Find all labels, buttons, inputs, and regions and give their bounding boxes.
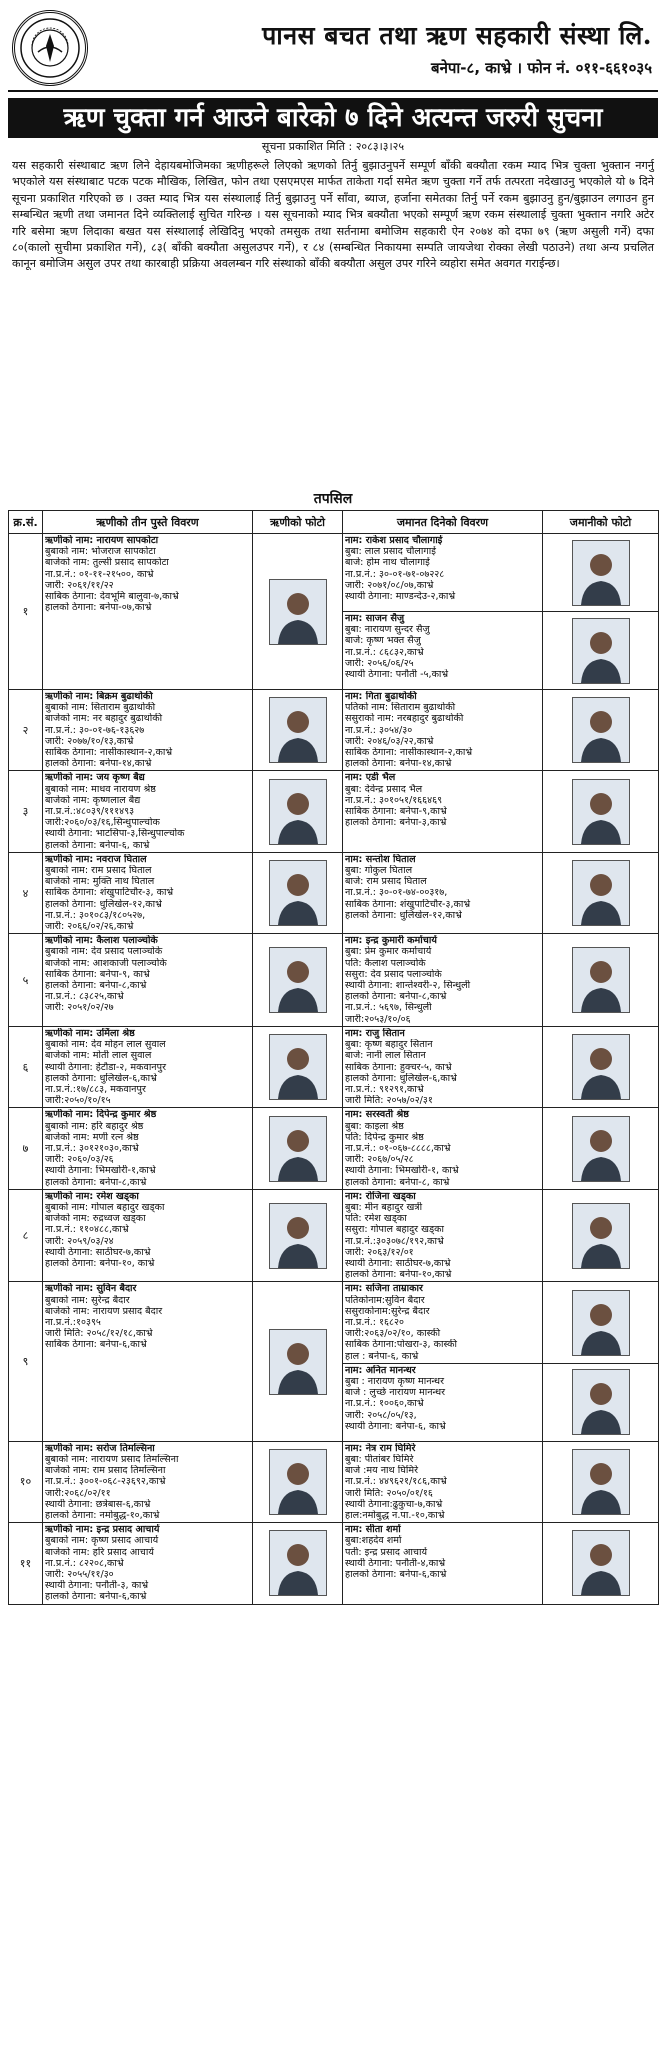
detail-line: हालको ठेगाना: बनेपा-६,काभ्रे: [45, 1591, 147, 1603]
serial-number: १०: [9, 1441, 43, 1522]
detail-line: ना.प्र.नं.: १००६०,काभ्रे: [345, 1398, 424, 1410]
guarantor-photo: [572, 779, 630, 845]
detail-line: बुबाको नाम: देव प्रसाद पलाञ्चोके: [45, 946, 163, 958]
col-header-borrower: ऋणीको तीन पुस्ते विवरण: [43, 511, 253, 534]
detail-line: बुबाको नाम: कृष्ण प्रसाद आचार्य: [45, 1535, 159, 1547]
detail-line: ससुराको नाम: नरबहादुर बुढाथोकी: [345, 713, 464, 725]
detail-line: साबिक ठेगाना: शंखुपाटिचौर-३, काभ्रे: [45, 887, 174, 899]
guarantor-details: [343, 1282, 543, 1363]
serial-number: ४: [9, 852, 43, 933]
detail-line: बुबा: काइला श्रेष्ठ: [345, 1120, 404, 1132]
detail-line: जारी: २०५१/०२/२७: [45, 1002, 114, 1014]
guarantor-details: [343, 1363, 543, 1441]
borrower-photo: [269, 697, 327, 763]
detail-line: बुबा: मीन बहादुर खत्री: [345, 1201, 423, 1213]
detail-line: ना.प्र.नं.:३०३०७८/१९२,काभ्रे: [345, 1235, 444, 1247]
detail-line: बुबाको नाम: सुरेन्द्र बैदार: [45, 1294, 130, 1306]
detail-line: बाजे: नानी लाल सितान: [345, 1050, 426, 1062]
detail-line: साबिक ठेगाना: देवभूमि बालुवा-७,काभ्रे: [45, 591, 179, 603]
detail-line: बाजेको नाम: तुल्सी प्रसाद सापकोटा: [45, 557, 169, 569]
detail-line: बुबाको नाम: भोजराज सापकोटा: [45, 546, 156, 558]
detail-line: ना.प्र.नं.: ३०-०१-७१-०७२२८: [345, 568, 445, 580]
detail-line: बाजेको नाम: रुद्रध्वज खड्का: [45, 1213, 146, 1225]
detail-line: ना.प्र.नं.: ३०-०१-७४-००३१७,: [345, 887, 448, 899]
detail-line: स्थायी ठेगाना: पनौती-४,काभ्रे: [345, 1557, 446, 1569]
detail-line: जारी मिति: २०५७/०२/३१: [345, 1095, 433, 1107]
borrower-photo: [269, 779, 327, 845]
detail-line: बुबा: पीतांबर घिमिरे: [345, 1453, 414, 1465]
table-row: [9, 1523, 659, 1604]
guarantor-details: [343, 1523, 543, 1604]
detail-line: जारी मिति: २०५०/०१/१६: [345, 1487, 433, 1499]
detail-line: हालको ठेगाना: धुलिखेल-१२,काभ्रे: [45, 898, 162, 910]
detail-line: ना.प्र.नं.: ०१-०६७-८८८८,काभ्रे: [345, 1142, 451, 1154]
detail-line: साबिक ठेगाना:पोखरा-३, कास्की: [345, 1339, 458, 1351]
detail-line: बाजे: राम प्रसाद घिताल: [345, 876, 427, 888]
table-row: [9, 1108, 659, 1189]
detail-line: जारी: २०७७/१०/१३,काभ्रे: [45, 735, 134, 747]
table-row: [9, 1026, 659, 1107]
detail-line: बाजेको नाम: नारायण प्रसाद बैदार: [45, 1305, 163, 1317]
person-name: ऋणीको नाम: इन्द्र प्रसाद आचार्य: [45, 1524, 160, 1536]
person-name: ऋणीको नाम: रमेश खड्का: [45, 1190, 139, 1202]
detail-line: बुबा: कृष्ण बहादुर सितान: [345, 1039, 433, 1051]
detail-line: हाल:नमोबुद्ध न.पा.-१०,काभ्रे: [345, 1510, 445, 1521]
detail-line: स्थायी ठेगाना: शान्तेश्वरी-२, सिन्धुली: [345, 980, 471, 992]
detail-line: बुबा:शहदेव शर्मा: [345, 1535, 402, 1547]
detail-line: पति: रमेश खड्का: [345, 1213, 407, 1225]
borrower-table: [8, 510, 659, 1605]
detail-line: बुबा: प्रेम कुमार कर्माचार्य: [345, 946, 432, 958]
detail-line: बुबाको नाम: राम प्रसाद घिताल: [45, 865, 152, 877]
person-name: नाम: गिता बुढाथोकी: [345, 691, 417, 702]
detail-line: हालको ठेगाना: धुलिखेल-६,काभ्रे: [45, 1072, 157, 1084]
detail-line: जारी मिति: २०५८/१२/१८,काभ्रे: [45, 1328, 153, 1340]
serial-number: ५: [9, 934, 43, 1027]
borrower-photo: [269, 579, 327, 645]
detail-line: ना.प्र.नं.:१७/८८३, मकवानपुर: [45, 1083, 146, 1095]
detail-line: बुबा: गोकुल घिताल: [345, 865, 413, 877]
detail-line: पतिको नाम: सिताराम बुढाथोकी: [345, 702, 456, 714]
guarantor-details: [343, 690, 543, 771]
detail-line: साबिक ठेगाना: बनेपा-९, काभ्रे: [45, 968, 150, 980]
detail-line: ना.प्र.नं.: ३०-०१-७६-१३६२७: [45, 724, 145, 736]
person-name: ऋणीको नाम: कैलाश पलाञ्चोके: [45, 935, 158, 947]
guarantor-details: [343, 771, 543, 852]
detail-line: ना.प्र.नं.: ८३८२५,काभ्रे: [45, 991, 124, 1003]
detail-line: पतिकोनाम:सुविन बैदार: [345, 1294, 425, 1306]
detail-line: जारी:२०५०/१०/१५: [45, 1095, 111, 1107]
detail-line: ना.प्र.नं.: ९१२९१,काभ्रे: [345, 1083, 424, 1095]
col-header-sn: क्र.सं.: [9, 511, 43, 534]
person-name: नाम: राजु सितान: [345, 1027, 405, 1039]
guarantor-photo: [572, 1290, 630, 1356]
detail-line: जारी: २०६३/१२/०१: [345, 1246, 414, 1258]
borrower-details: [43, 690, 253, 771]
borrower-photo: [269, 1116, 327, 1182]
person-name: नाम: अनित मानन्धर: [345, 1364, 416, 1376]
person-name: ऋणीको नाम: सरोज तिमल्सिना: [45, 1442, 155, 1454]
detail-line: स्थायी ठेगाना: साठीघर-७,काभ्रे: [45, 1246, 151, 1258]
borrower-photo: [269, 860, 327, 926]
person-name: ऋणीको नाम: नवराज घिताल: [45, 853, 147, 865]
detail-line: पति: दिपेन्द्र कुमार श्रेष्ठ: [345, 1131, 424, 1143]
detail-line: हालको ठेगाना: बनेपा-८,काभ्रे: [345, 991, 447, 1003]
detail-line: जारी: २०५९/०३/२४: [45, 1235, 114, 1247]
table-row: [9, 1189, 659, 1282]
detail-line: जारी:२०६०/०३/१६,सिन्धुपाल्चोक: [45, 817, 160, 829]
detail-line: बाजेको नाम: हरि प्रसाद आचार्य: [45, 1546, 154, 1558]
detail-line: ना.प्र.नं.: ३०५४/३०: [345, 724, 413, 736]
detail-line: साबिक ठेगाना: हुक्चर-५, काभ्रे: [345, 1061, 452, 1073]
borrower-details: [43, 1026, 253, 1107]
serial-number: ११: [9, 1523, 43, 1604]
detail-line: हालको ठेगाना: बनेपा-१४,काभ्रे: [345, 758, 452, 770]
detail-line: ना.प्र.नं.:४८०३९/१११४९३: [45, 806, 135, 818]
detail-line: ना.प्र.नं.:१०३९५: [45, 1316, 101, 1328]
table-row: [9, 1441, 659, 1522]
person-name: नाम: एडी भैल: [345, 772, 396, 784]
borrower-details: [43, 1441, 253, 1522]
detail-line: हालको ठेगाना: बनेपा-१०, काभ्रे: [45, 1257, 155, 1269]
cooperative-seal-logo: [12, 10, 88, 86]
guarantor-photo: [572, 1034, 630, 1100]
person-name: नाम: सीता शर्मा: [345, 1524, 401, 1536]
detail-line: बाजेको नाम: राम प्रसाद तिमल्सिना: [45, 1465, 166, 1477]
detail-line: जारी:२०६८/०२/११: [45, 1487, 111, 1499]
guarantor-details: [343, 1108, 543, 1189]
detail-line: हालको ठेगाना: बनेपा-८,काभ्रे: [45, 1176, 147, 1188]
detail-line: जारी: २०४६/०३/२२,काभ्रे: [345, 735, 434, 747]
detail-line: बाजेको नाम: मणी रत्न श्रेष्ठ: [45, 1131, 139, 1143]
guarantor-photo: [572, 1449, 630, 1515]
details-heading: तपसिल: [313, 491, 353, 507]
borrower-photo: [269, 1449, 327, 1515]
detail-line: हालको ठेगाना: बनेपा-१०,काभ्रे: [345, 1269, 452, 1281]
detail-line: बाजेको नाम: आशकाजी पलाञ्चोके: [45, 957, 167, 969]
detail-line: हालको ठेगाना: धुलिखेल-६,काभ्रे: [345, 1072, 457, 1084]
detail-line: ना.प्र.नं.: ३०१२१०३०,काभ्रे: [45, 1142, 139, 1154]
borrower-photo: [269, 1329, 327, 1395]
detail-line: बुबा: लाल प्रसाद चौलागाई: [345, 546, 437, 558]
table-row: [9, 690, 659, 771]
detail-line: जारी: २०५५/११/३०: [45, 1569, 114, 1581]
detail-line: साबिक ठेगाना: नासीकास्थान-२,काभ्रे: [45, 747, 173, 759]
table-row: [9, 534, 659, 612]
detail-line: स्थायी ठेगाना: भाटसिपा-३,सिन्धुपाल्चोक: [45, 828, 185, 840]
publish-date: सूचना प्रकाशित मिति : २०८३।३।२५: [261, 140, 405, 153]
borrower-details: [43, 1108, 253, 1189]
guarantor-details: [343, 1026, 543, 1107]
detail-line: स्थायी ठेगाना: बनेपा-६, काभ्रे: [345, 1420, 446, 1432]
borrower-details: [43, 852, 253, 933]
detail-line: जारी:२०६३/०२/१०, कास्की: [345, 1328, 441, 1340]
detail-line: ना.प्र.नं.: ८२२०८,काभ्रे: [45, 1557, 124, 1569]
guarantor-details: [343, 934, 543, 1027]
detail-line: स्थायी ठेगाना: छत्रेबास-६,काभ्रे: [45, 1498, 151, 1510]
borrower-photo: [269, 947, 327, 1013]
borrower-photo: [269, 1203, 327, 1269]
guarantor-photo: [572, 618, 630, 684]
detail-line: बुबाको नाम: गोपाल बहादुर खड्का: [45, 1201, 165, 1213]
notice-body: यस सहकारी संस्थाबाट ऋण लिने देहायबमोजिमका ऋणीहरूले लिएको ऋणको तिर्नु बुझाउनुपर्ने सम्पूर्ण बाँकी बक्यौता रकम म्याद भित्र चुक्ता भुक्तान नगर्नु भएकोले यस संस्थाबाट पटक पटक मौखिक, लिखित, फोन तथा एसएमएस मार्फत ताकेता गर्दा समेत ऋण चुक्ता गर्ने तर्फ तत्परता नदेखाउनु भएकोले यो ७ दिने सूचना प्रकाशित गरिएको छ । उक्त म्याद भित्र यस संस्थालाई तिर्नु बुझाउनु पर्ने साँवा, ब्याज, हर्जाना समेतका तिर्नु पर्ने रकम बुझाउनु हुन/बुझाउन लगाउन हुन सम्बन्धित ऋणी तथा जमानत दिने व्यक्तिलाई सुचित गरिन्छ । यस सूचनाको म्याद भित्र बक्यौता भएको सम्पूर्ण ऋण रकम संस्थालाई चुक्ता भुक्तान नगरि अटेर गरि बसेमा ऋण लिदाका बखत यस संस्थालाई लेखिदिनु भएको तमसुक तथा सर्तनामा बमोजिम सहकारी ऐन २०७४ को दफा ७९ (ऋण असुली गर्ने) दफा ८०(कालो सुचीमा प्रकाशित गर्ने), ८३( बाँकी बक्यौता असुलउपर गर्ने), र ८४ (सम्बन्धित निकायमा सम्पति जायजेथा रोक्का लेखी पठाउने) तथा अन्य प्रचलित कानून बमोजिम असुल उपर तथा कारबाही प्रक्रिया अवलम्बन गरि संस्थाको बाँकी बक्यौता असुल उपर गरिने व्यहोरा समेत अवगत गराईन्छ।: [12, 159, 654, 271]
detail-line: साबिक ठेगाना: नासीकास्थान-२,काभ्रे: [345, 747, 473, 759]
guarantor-photo: [572, 860, 630, 926]
guarantor-photo: [572, 1116, 630, 1182]
detail-line: हालको ठेगाना: बनेपा-१४,काभ्रे: [45, 758, 152, 770]
detail-line: बाजे : लुच्छे नारायण मानन्धर: [345, 1387, 446, 1399]
serial-number: २: [9, 690, 43, 771]
serial-number: ७: [9, 1108, 43, 1189]
detail-line: हालको ठेगाना: धुलिखेल-१२,काभ्रे: [345, 909, 462, 921]
borrower-photo: [269, 1530, 327, 1596]
detail-line: ससुराकोनाम:सुरेन्द्र बैदार: [345, 1305, 430, 1317]
table-header-row: [9, 511, 659, 534]
detail-line: साबिक ठेगाना: बनेपा-६,काभ्रे: [45, 1339, 147, 1351]
guarantor-photo: [572, 1369, 630, 1435]
detail-line: ना.प्र.नं.: ८६८३२,काभ्रे: [345, 646, 424, 658]
detail-line: स्थायी ठेगाना: भिमखोरी-१,काभ्रे: [45, 1165, 156, 1177]
col-header-guarantor-photo: जमानीको फोटो: [543, 511, 659, 534]
col-header-guarantor: जमानत दिनेको विवरण: [343, 511, 543, 534]
detail-line: बुबा : नारायण कृष्ण मानन्धर: [345, 1375, 445, 1387]
guarantor-details: [343, 852, 543, 933]
person-name: ऋणीको नाम: उर्मिला श्रेष्ठ: [45, 1027, 135, 1039]
table-row: [9, 934, 659, 1027]
guarantor-details: [343, 1441, 543, 1522]
guarantor-details: [343, 612, 543, 690]
detail-line: पती: इन्द्र प्रसाद आचार्य: [345, 1546, 428, 1558]
borrower-details: [43, 1523, 253, 1604]
person-name: ऋणीको नाम: सुविन बैदार: [45, 1283, 137, 1295]
person-name: ऋणीको नाम: जय कृष्ण बैद्य: [45, 772, 145, 784]
detail-line: बुबाको नाम: हरि बहादुर श्रेष्ठ: [45, 1120, 144, 1132]
detail-line: ना.प्र.नं.: ०१-११-२१५००, काभ्रे: [45, 568, 154, 580]
detail-line: ना.प्र.नं.: ११०४८८,काभ्रे: [45, 1224, 129, 1236]
detail-line: ना.प्र.नं.: ४४९६२१/१८६,काभ्रे: [345, 1476, 447, 1488]
organization-address: बनेपा-८, काभ्रे । फोन नं. ०११-६६१०३५: [431, 59, 652, 77]
detail-line: ना.प्र.नं.: ५६९७, सिन्धुली: [345, 1002, 432, 1014]
detail-line: साबिक ठेगाना: बनेपा-९,काभ्रे: [345, 806, 447, 818]
detail-line: बाजेको नाम: कृष्णलाल बैद्य: [45, 794, 141, 806]
detail-line: स्थायी ठेगाना: साठीघर-७,काभ्रे: [345, 1257, 451, 1269]
borrower-details: [43, 1282, 253, 1441]
detail-line: स्थायी ठेगाना: हेटौडा-२, मकवानपुर: [45, 1061, 167, 1073]
guarantor-photo: [572, 1530, 630, 1596]
borrower-details: [43, 534, 253, 690]
borrower-details: [43, 771, 253, 852]
guarantor-photo: [572, 540, 630, 606]
detail-line: पति: कैलाश पलाञ्चोके: [345, 957, 426, 969]
col-header-borrower-photo: ऋणीको फोटो: [253, 511, 343, 534]
detail-line: स्थायी ठेगाना: माण्डन्देउ-२,काभ्रे: [345, 591, 456, 603]
detail-line: जारी:२०५३/१०/०६: [345, 1013, 411, 1025]
detail-line: ना.प्र.नं.: ३०१०५१/१६६४६९: [345, 794, 443, 806]
guarantor-details: [343, 1189, 543, 1282]
detail-line: बुबाको नाम: नारायण प्रसाद तिमल्सिना: [45, 1453, 179, 1465]
guarantor-photo: [572, 697, 630, 763]
table-body: [9, 534, 659, 1605]
detail-line: बाजेको नाम: नर बहादुर बुढाथोकी: [45, 713, 163, 725]
detail-line: स्थायी ठेगाना: पनौती -५,काभ्रे: [345, 669, 449, 681]
detail-line: जारी: २०७१/०८/०७,काभ्रे: [345, 579, 434, 591]
table-row: [9, 852, 659, 933]
header: [8, 6, 658, 92]
table-row: [9, 1282, 659, 1363]
person-name: नाम: रोजिना खड्का: [345, 1190, 416, 1202]
serial-number: ९: [9, 1282, 43, 1441]
detail-line: बाजेको नाम: मोती लाल सुवाल: [45, 1050, 152, 1062]
detail-line: जारी: २०६७/०५/२८: [345, 1154, 414, 1166]
guarantor-photo: [572, 1203, 630, 1269]
detail-line: जारी: २०६०/०३/२६: [45, 1154, 114, 1166]
detail-line: जारी: २०५६/०६/२५: [345, 657, 414, 669]
borrower-details: [43, 934, 253, 1027]
guarantor-photo: [572, 947, 630, 1013]
detail-line: हालको ठेगाना: बनेपा-६, काभ्रे: [45, 839, 150, 851]
detail-line: बाजे: कृष्ण भक्त सैजु: [345, 635, 421, 647]
detail-line: बुबा: देवेन्द्र प्रसाद भैल: [345, 783, 423, 795]
detail-line: बाजे: होम नाथ चौलागाई: [345, 557, 430, 569]
borrower-details: [43, 1189, 253, 1282]
detail-line: हालको ठेगाना: बनेपा-८,काभ्रे: [45, 980, 147, 992]
person-name: नाम: इन्द्र कुमारी कर्माचार्य: [345, 935, 437, 947]
detail-line: ना.प्र.नं.: ३०१०८३/१८०५२७,: [45, 909, 146, 921]
detail-line: हाल : बनेपा-६, काभ्रे: [345, 1350, 419, 1362]
detail-line: स्थायी ठेगाना:ढुकुचा-७,काभ्रे: [345, 1498, 443, 1510]
table-row: [9, 771, 659, 852]
organization-name: पानस बचत तथा ऋण सहकारी संस्था लि.: [262, 21, 652, 50]
person-name: नाम: राकेश प्रसाद चौलागाई: [345, 535, 443, 546]
detail-line: बाजेको नाम: मुक्ति नाथ घिताल: [45, 876, 155, 888]
serial-number: ८: [9, 1189, 43, 1282]
detail-line: हालको ठेगाना: बनेपा-०७,काभ्रे: [45, 602, 152, 614]
borrower-photo: [269, 1034, 327, 1100]
detail-line: बुबा: नारायण सुन्दर सैजु: [345, 624, 430, 636]
detail-line: ससुरा: गोपाल बहादुर खड्का: [345, 1224, 444, 1236]
detail-line: हालको ठेगाना: नमोबुद्ध-१०,काभ्रे: [45, 1510, 160, 1521]
person-name: ऋणीको नाम: दिपेन्द्र कुमार श्रेष्ठ: [45, 1109, 157, 1121]
detail-line: हालको ठेगाना: बनेपा-३,काभ्रे: [345, 817, 447, 829]
person-name: ऋणीको नाम: बिक्रम बुढाथोकी: [45, 691, 153, 702]
detail-line: ना.प्र.नं.: १६८२०: [345, 1316, 404, 1328]
detail-line: स्थायी ठेगाना: भिमखोरी-१, काभ्रे: [345, 1165, 459, 1177]
detail-line: बाजे :मय नाथ घिमिरे: [345, 1465, 419, 1477]
detail-line: हालको ठेगाना: बनेपा-६,काभ्रे: [345, 1569, 447, 1581]
detail-line: जारी: २०६१/११/२२: [45, 579, 114, 591]
person-name: नाम: साजन सैजु: [345, 613, 405, 624]
person-name: नाम: नेत्र राम घिमिरे: [345, 1442, 416, 1454]
detail-line: हालको ठेगाना: बनेपा-८, काभ्रे: [345, 1176, 450, 1188]
detail-line: स्थायी ठेगाना: पनौती-३, काभ्रे: [45, 1580, 149, 1592]
detail-line: ससुरा: देव प्रसाद पलाञ्चोके: [345, 968, 442, 980]
serial-number: ६: [9, 1026, 43, 1107]
guarantor-details: [343, 534, 543, 612]
detail-line: बुबाको नाम: सिताराम बुढाथोकी: [45, 702, 156, 714]
person-name: नाम: सन्तोश घिताल: [345, 853, 416, 865]
person-name: नाम: सरस्वती श्रेष्ठ: [345, 1109, 409, 1121]
serial-number: ३: [9, 771, 43, 852]
serial-number: १: [9, 534, 43, 690]
person-name: नाम: सजिना ताम्राकार: [345, 1283, 423, 1295]
detail-line: जारी: २०६६/०२/२६,काभ्रे: [45, 921, 134, 933]
notice-page: [8, 6, 658, 1605]
detail-line: बुबाको नाम: माधव नारायण श्रेष्ठ: [45, 783, 156, 795]
detail-line: जारी: २०५८/०५/१३,: [345, 1409, 417, 1421]
detail-line: बुबाको नाम: देव मोहन लाल सुवाल: [45, 1039, 166, 1051]
detail-line: ना.प्र.नं.: ३००१-०६८-२३६९२,काभ्रे: [45, 1476, 166, 1488]
detail-line: साबिक ठेगाना: शंखुपाटिचौर-३,काभ्रे: [345, 898, 471, 910]
notice-banner: ऋण चुक्ता गर्न आउने बारेको ७ दिने अत्यन्त जरुरी सुचना: [8, 98, 658, 138]
person-name: ऋणीको नाम: नारायण सापकोटा: [45, 535, 159, 546]
